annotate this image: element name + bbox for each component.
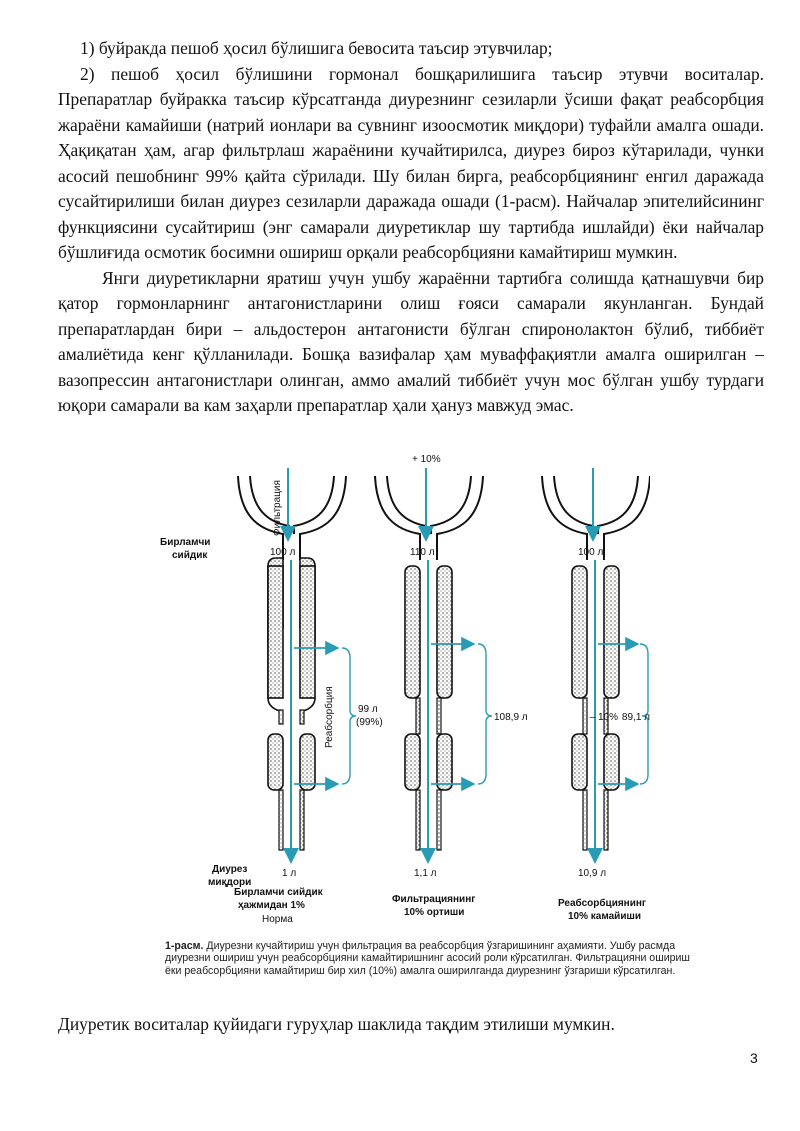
closing-paragraph: Диуретик воситалар қуйидаги гуруҳлар шаклида тақдим этилиши мумкин. (58, 1014, 615, 1034)
page-number: 3 (750, 1050, 758, 1066)
caption-label: 1-расм. (165, 940, 204, 952)
paragraph-2: 2) пешоб ҳосил бўлишини гормонал бошқарилишига таъсир этувчи воситалар. Препаратлар буйракка таъсир кўрсатганда диурезнинг сезиларли ўсиши фақат реабсорбция жараёни камайиши (натрий ионлари ва сувнинг изоосмотик миқдори) туфайли амалга ошади. Ҳақиқатан ҳам, агар фильтрлаш жараёнини кучайтирилса, диурез бироз кўтарилади, чунки асосий пешобнинг 99% қайта сўрилади. Шу билан бирга, реабсорбциянинг енгил даражада сусайтирилиши билан диурез сезиларли даражада ошади (1-расм). Найчалар эпителийсининг функциясини сусайтириш (энг самарали диуретиклар шу тартибда ишлайди) ёки найчалар бўшлиғида осмотик босимни ошириш орқали реабсорбцияни камайтириш мумкин. (58, 63, 764, 262)
body-text (58, 36, 764, 419)
paragraph-3: Янги диуретикларни яратиш учун ушбу жараённи тартибга солишда қатнашувчи бир қатор гормонларнинг антагонистларини олиш ғояси самарали якунланган. Бундай препаратлардан бири – альдостерон антагонисти бўлган спиронолактон бўлиб, тиббиёт амалиётида кенг қўлланилади. Бошқа вазифалар ҳам муваффақиятли амалга оширилган – вазопрессин антагонистлари олинган, аммо амалий тиббиёт учун мос бўлган ушбу турдаги юқори самарали ва кам заҳарли препаратлар ҳали ҳануз мавжуд эмас. (58, 267, 764, 415)
panel2-reabs-value: 108,9 л (494, 712, 528, 723)
minus-10-label: – 10% (589, 712, 618, 723)
figure-1 (150, 448, 650, 958)
panel1-reabs-value: 99 л (358, 704, 378, 715)
reabsorption-label: Реабсорбция (324, 686, 335, 748)
panel-filtration-increase (375, 454, 528, 918)
panel2-title-1: Фильтрациянинг (392, 894, 476, 905)
panel1-top-value: 100 л (270, 547, 296, 558)
filtration-label: Фильтрация (272, 480, 283, 536)
diuresis-label-1: Диурез (212, 864, 248, 875)
panel3-title-2: 10% камайиши (568, 911, 641, 922)
paragraph-1: 1) буйракда пешоб ҳосил бўлишига бевосита таъсир этувчилар; (80, 38, 553, 58)
reabs-brace-1 (342, 648, 356, 784)
nephron-diagram (150, 448, 650, 958)
figure-caption (165, 940, 695, 977)
panel2-top-value: 110 л (410, 547, 435, 558)
panel-normal (234, 468, 383, 925)
panel1-reabs-pct: (99%) (356, 717, 383, 728)
panel1-title-1: Бирламчи сийдик (234, 887, 323, 898)
panel2-bottom-value: 1,1 л (414, 868, 437, 879)
panel3-bottom-value: 10,9 л (578, 868, 607, 879)
panel2-title-2: 10% ортиши (404, 907, 465, 918)
panel3-top-value: 100 л (578, 547, 604, 558)
diuresis-label-2: миқдори (208, 877, 252, 888)
panel1-title-3: Норма (262, 914, 293, 925)
primary-urine-label-2: сийдик (172, 550, 208, 561)
panel3-title-1: Реабсорбциянинг (558, 898, 647, 909)
primary-urine-label-1: Бирламчи (160, 537, 211, 548)
reabs-brace-2 (478, 644, 492, 784)
panel1-title-2: ҳажмидан 1% (238, 900, 305, 911)
caption-text: Диурезни кучайтириш учун фильтрация ва реабсорбция ўзгаришининг аҳамияти. Ушбу расмда диурезни ошириш учун реабсорбцияни камайтиришнинг асосий роли кўрсатилган. Фильтрацияни ошириш ёки реабсорбцияни камайтириш бир хил (10%) амалга оширилганда диурезнинг ўзгариши кўрсатилган. (165, 940, 690, 977)
plus-10-label: + 10% (412, 454, 441, 465)
panel1-bottom-value: 1 л (282, 868, 297, 879)
panel-reabsorption-decrease (542, 468, 650, 922)
panel3-reabs-value: 89,1 л (621, 712, 650, 723)
